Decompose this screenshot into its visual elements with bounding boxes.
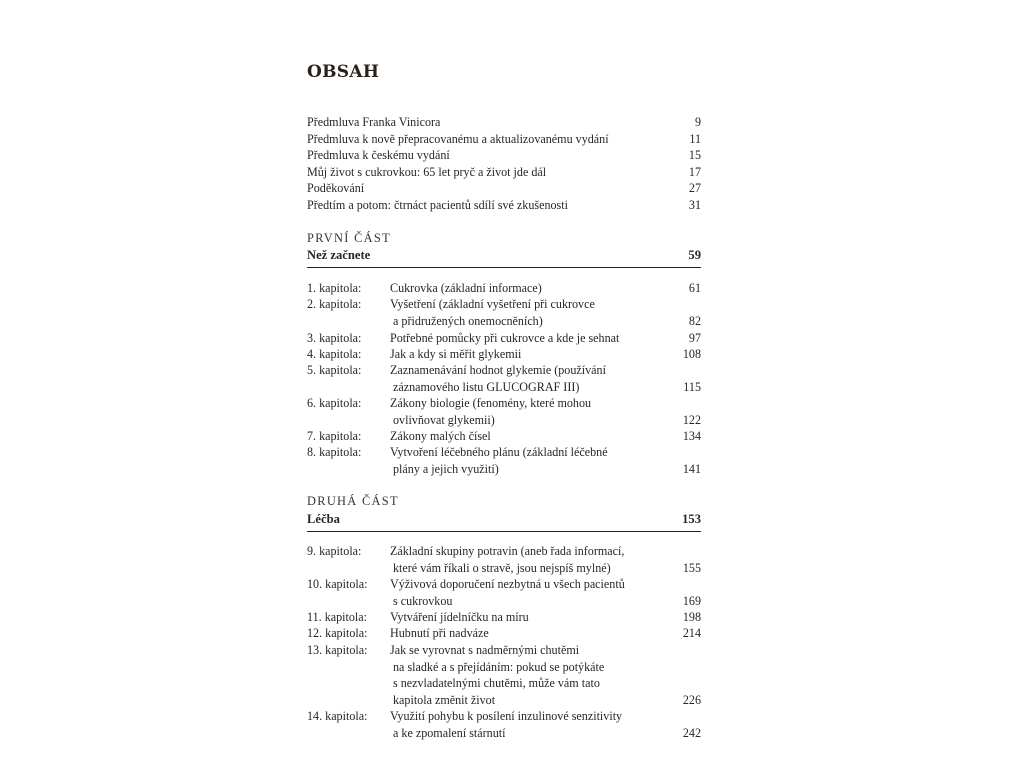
chapter-title-line: které vám říkali o stravě, jsou nejspíš mylné) bbox=[393, 560, 611, 575]
chapter-label: 12. kapitola: bbox=[307, 626, 368, 640]
chapter-page: 242 bbox=[682, 725, 701, 740]
chapter-title-line: Základní skupiny potravin (aneb řada informací, bbox=[390, 544, 625, 558]
chapter-title-line: Hubnutí při nadváze bbox=[390, 626, 489, 640]
chapter-title-line: Cukrovka (základní informace) bbox=[390, 281, 542, 295]
chapter-title-line: Jak a kdy si měřit glykemii bbox=[390, 347, 522, 361]
chapter-title-line: Vyšetření (základní vyšetření při cukrovce bbox=[390, 297, 595, 311]
chapter-title-line: Výživová doporučení nezbytná u všech pacientů bbox=[390, 577, 625, 591]
chapter-page: 141 bbox=[682, 461, 701, 476]
chapter-page: 169 bbox=[682, 593, 701, 608]
chapter-title-line: Zaznamenávání hodnot glykemie (používání bbox=[390, 363, 606, 377]
part-heading[interactable] bbox=[307, 512, 701, 532]
chapter-title-line: s cukrovkou bbox=[393, 593, 453, 608]
chapter-label: 13. kapitola: bbox=[307, 643, 368, 657]
entry-title: Předmluva k českému vydání bbox=[307, 148, 450, 162]
entry-title: Můj život s cukrovkou: 65 let pryč a život jde dál bbox=[307, 165, 547, 179]
chapter-page: 108 bbox=[682, 347, 701, 361]
chapter-title-line: Zákony biologie (fenomény, které mohou bbox=[390, 396, 592, 410]
part-heading[interactable] bbox=[307, 248, 701, 268]
entry-title: Poděkování bbox=[307, 181, 365, 195]
chapter-label: 1. kapitola: bbox=[307, 281, 362, 295]
chapter-title-line: Vytvoření léčebného plánu (základní léčebné bbox=[390, 445, 608, 459]
entry-page: 11 bbox=[689, 132, 701, 146]
chapter-title-line: Zákony malých čísel bbox=[390, 429, 491, 443]
entry-title: Předtím a potom: čtrnáct pacientů sdílí své zkušenosti bbox=[307, 198, 568, 212]
chapter-label: 4. kapitola: bbox=[307, 347, 362, 361]
chapter-page: 214 bbox=[682, 626, 701, 640]
chapter-label: 2. kapitola: bbox=[307, 297, 362, 311]
chapter-title-line: záznamového listu GLUCOGRAF III) bbox=[393, 379, 580, 394]
chapter-title-line: plány a jejich využití) bbox=[393, 461, 499, 476]
chapter-label: 3. kapitola: bbox=[307, 331, 362, 345]
chapter-title-line: na sladké a s přejídáním: pokud se potýkáte bbox=[393, 659, 605, 674]
toc-page bbox=[307, 0, 701, 768]
chapter-page: 226 bbox=[682, 692, 701, 707]
part-label: PRVNÍ ČÁST bbox=[307, 231, 391, 245]
entry-page: 17 bbox=[688, 165, 701, 179]
chapter-label: 10. kapitola: bbox=[307, 577, 368, 591]
entry-title: Předmluva Franka Vinicora bbox=[307, 115, 441, 129]
chapter-title-line: Potřebné pomůcky při cukrovce a kde je sehnat bbox=[390, 331, 620, 345]
chapter-title-line: Jak se vyrovnat s nadměrnými chutěmi bbox=[390, 643, 580, 657]
entry-page: 9 bbox=[694, 115, 701, 129]
entry-title: Předmluva k nově přepracovanému a aktualizovanému vydání bbox=[307, 132, 609, 146]
chapter-title-line: Využití pohybu k posílení inzulinové senzitivity bbox=[390, 709, 623, 723]
chapter-title-line: a přidružených onemocněních) bbox=[393, 313, 543, 328]
chapter-title-line: Vytváření jídelníčku na míru bbox=[390, 610, 529, 624]
chapter-label: 14. kapitola: bbox=[307, 709, 368, 723]
chapter-label: 9. kapitola: bbox=[307, 544, 362, 558]
chapter-label: 7. kapitola: bbox=[307, 429, 362, 443]
chapter-title-line: a ke zpomalení stárnutí bbox=[393, 725, 506, 740]
chapter-title-line: ovlivňovat glykemii) bbox=[393, 412, 495, 427]
chapter-page: 198 bbox=[682, 610, 701, 624]
entry-page: 31 bbox=[688, 198, 701, 212]
chapter-label: 11. kapitola: bbox=[307, 610, 368, 624]
chapter-label: 8. kapitola: bbox=[307, 445, 362, 459]
chapter-page: 134 bbox=[682, 429, 701, 443]
part-label: DRUHÁ ČÁST bbox=[307, 494, 399, 508]
part-page: 59 bbox=[688, 248, 701, 262]
chapter-title-line: kapitola změnit život bbox=[393, 692, 496, 707]
entry-page: 15 bbox=[688, 148, 701, 162]
toc-title: OBSAH bbox=[307, 62, 380, 82]
chapter-page: 115 bbox=[683, 379, 701, 394]
chapter-title-line: s nezvladatelnými chutěmi, může vám tato bbox=[393, 676, 600, 691]
entry-page: 27 bbox=[688, 181, 701, 195]
part-title: Léčba bbox=[307, 512, 340, 526]
part-title: Než začnete bbox=[307, 248, 371, 262]
part-page: 153 bbox=[682, 512, 701, 526]
chapter-page: 97 bbox=[688, 331, 701, 345]
chapter-page: 82 bbox=[688, 313, 701, 328]
chapter-label: 5. kapitola: bbox=[307, 363, 362, 377]
chapter-page: 122 bbox=[682, 412, 701, 427]
chapter-page: 155 bbox=[682, 560, 701, 575]
chapter-page: 61 bbox=[688, 281, 701, 295]
chapter-label: 6. kapitola: bbox=[307, 396, 362, 410]
